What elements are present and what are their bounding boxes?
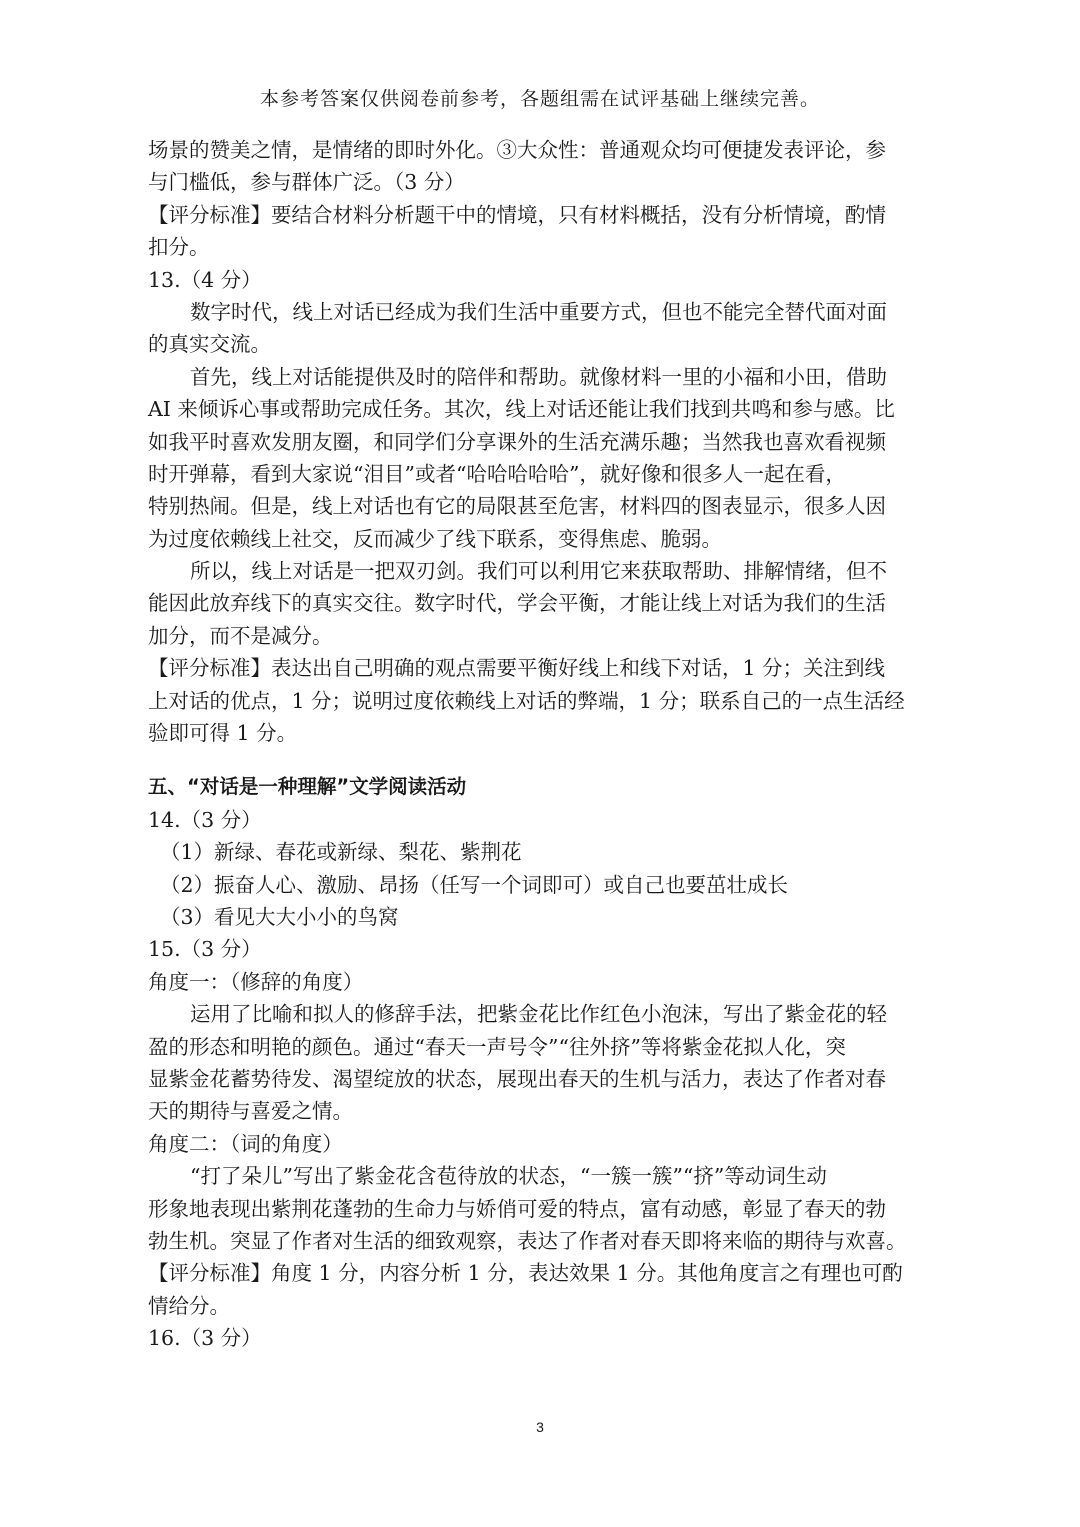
text-line: 与门槛低，参与群体广泛。（3 分） bbox=[148, 170, 465, 195]
page-number: 3 bbox=[536, 1419, 544, 1435]
text-line: 能因此放弃线下的真实交往。数字时代，学会平衡，才能让线上对话为我们的生活 bbox=[148, 591, 886, 616]
scoring-criteria: 【评分标准】角度 1 分，内容分析 1 分，表达效果 1 分。其他角度言之有理也可酌 bbox=[148, 1261, 903, 1286]
question-number: 15.（3 分） bbox=[148, 937, 262, 962]
paragraph-start: 数字时代，线上对话已经成为我们生活中重要方式，但也不能完全替代面对面 bbox=[190, 299, 887, 324]
text-line: 的真实交流。 bbox=[148, 332, 271, 357]
question-number: 14.（3 分） bbox=[148, 807, 262, 832]
section-gap bbox=[148, 749, 938, 771]
text-line: 情给分。 bbox=[148, 1293, 230, 1318]
angle-label: 角度一：（修辞的角度） bbox=[148, 969, 364, 994]
document-body bbox=[148, 134, 938, 1354]
text-line: 天的期待与喜爱之情。 bbox=[148, 1099, 353, 1124]
text-line: 勃生机。突显了作者对生活的细致观察，表达了作者对春天即将来临的期待与欢喜。 bbox=[148, 1228, 907, 1253]
answer-item: （1）新绿、春花或新绿、梨花、紫荆花 bbox=[160, 840, 522, 865]
angle-label: 角度二：（词的角度） bbox=[148, 1131, 343, 1156]
page-header: 本参考答案仅供阅卷前参考，各题组需在试评基础上继续完善。 bbox=[259, 88, 820, 110]
text-line: 加分，而不是减分。 bbox=[148, 623, 333, 648]
text-line: 扣分。 bbox=[148, 235, 210, 260]
paragraph-start: 运用了比喻和拟人的修辞手法，把紫金花比作红色小泡沫，写出了紫金花的轻 bbox=[190, 1002, 887, 1027]
text-line: 如我平时喜欢发朋友圈，和同学们分享课外的生活充满乐趣；当然我也喜欢看视频 bbox=[148, 429, 886, 454]
text-line: 盈的形态和明艳的颜色。通过“春天一声号令”“往外挤”等将紫金花拟人化，突 bbox=[148, 1034, 846, 1059]
text-line: 场景的赞美之情，是情绪的即时外化。③大众性：普通观众均可便捷发表评论，参 bbox=[148, 138, 886, 162]
text-line: 特别热闹。但是，线上对话也有它的局限甚至危害，材料四的图表显示，很多人因 bbox=[148, 494, 886, 519]
paragraph-start: “打了朵儿”写出了紫金花含苞待放的状态，“一簇一簇”“挤”等动词生动 bbox=[190, 1164, 827, 1189]
question-number: 13.（4 分） bbox=[148, 267, 262, 292]
scoring-criteria: 【评分标准】表达出自己明确的观点需要平衡好线上和线下对话，1 分；关注到线 bbox=[148, 656, 886, 681]
text-line: AI 来倾诉心事或帮助完成任务。其次，线上对话还能让我们找到共鸣和参与感。比 bbox=[148, 397, 895, 422]
text-line: 验即可得 1 分。 bbox=[148, 721, 298, 746]
question-number: 16.（3 分） bbox=[148, 1326, 262, 1351]
answer-item: （3）看见大大小小的鸟窝 bbox=[160, 904, 399, 929]
text-line: 时开弹幕，看到大家说“泪目”或者“哈哈哈哈哈”，就好像和很多人一起在看， bbox=[148, 461, 846, 486]
text-line: 上对话的优点，1 分；说明过度依赖线上对话的弊端，1 分；联系自己的一点生活经 bbox=[148, 688, 905, 713]
text-line: 显紫金花蓄势待发、渴望绽放的状态，展现出春天的生机与活力，表达了作者对春 bbox=[148, 1066, 886, 1091]
paragraph-start: 所以，线上对话是一把双刃剑。我们可以利用它来获取帮助、排解情绪，但不 bbox=[190, 559, 887, 584]
text-line: 为过度依赖线上社交，反而减少了线下联系，变得焦虑、脆弱。 bbox=[148, 526, 722, 551]
answer-item: （2）振奋人心、激励、昂扬（任写一个词即可）或自己也要茁壮成长 bbox=[160, 872, 789, 897]
section-heading: 五、“对话是一种理解”文学阅读活动 bbox=[148, 775, 467, 799]
text-line: 形象地表现出紫荆花蓬勃的生命力与娇俏可爱的特点，富有动感，彰显了春天的勃 bbox=[148, 1196, 886, 1221]
paragraph-start: 首先，线上对话能提供及时的陪伴和帮助。就像材料一里的小福和小田，借助 bbox=[190, 364, 887, 389]
scoring-criteria: 【评分标准】要结合材料分析题干中的情境，只有材料概括，没有分析情境，酌情 bbox=[148, 202, 886, 227]
